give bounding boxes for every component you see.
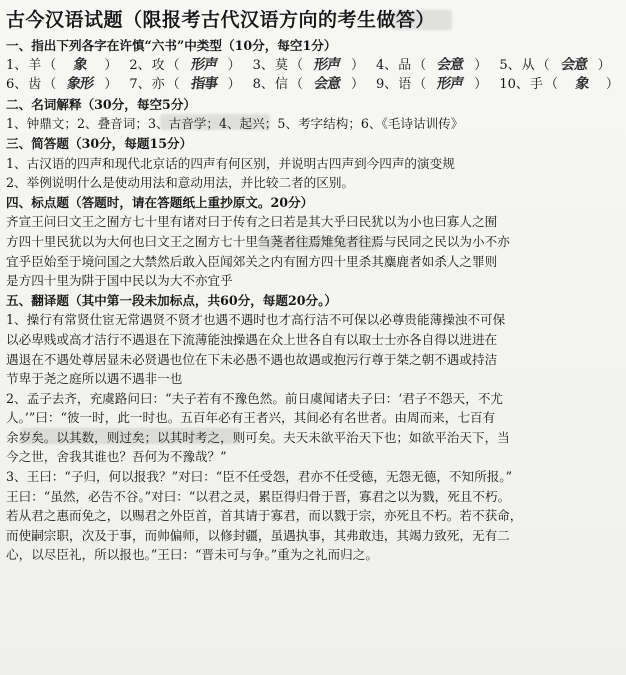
liushu-item bbox=[129, 75, 242, 95]
section4-text-line: 宜乎臣始至于境问国之大禁然后敢入臣闻郊关之内有囿方四十里杀其麋鹿者如杀人之罪则 bbox=[6, 253, 498, 269]
left-paren: （ bbox=[43, 57, 57, 73]
liushu-item bbox=[376, 75, 489, 95]
item-number: 4、 bbox=[375, 57, 398, 73]
item-number: 5、 bbox=[499, 57, 521, 73]
section5-p2-line: 2、孟子去齐，充虞路问曰：“夫子若有不豫色然。前日虞闻诸夫子曰：‘君子不怨天，不尤 bbox=[6, 390, 504, 406]
section5-p3-line: 王曰：“虽然，必告不谷。”对曰：“以君之灵，累臣得归骨于晋，寡君之以为戮，死且不朽。 bbox=[6, 488, 511, 504]
left-paren: （ bbox=[544, 77, 558, 93]
handwritten-answer: 形声 bbox=[189, 56, 218, 73]
handwritten-answer: 会意 bbox=[312, 76, 342, 93]
section5-p3-line: 若从君之惠而免之，以赐君之外臣首，首其请于寡君，而以戮于宗，亦死且不朽。若不获命， bbox=[6, 508, 523, 524]
section2-heading: 二、名词解释（30分，每空5分） bbox=[6, 96, 197, 112]
handwritten-answer: 象 bbox=[72, 56, 89, 73]
scan-smudge bbox=[392, 10, 452, 30]
item-number: 1、 bbox=[6, 57, 28, 73]
item-character: 羊 bbox=[28, 57, 42, 73]
section5-p1-line: 1、操行有常贤仕宦无常遇贤不贤才也遇不遇时也才高行洁不可保以必尊贵能薄操浊不可保 bbox=[6, 312, 506, 328]
item-character: 从 bbox=[521, 57, 535, 73]
section3-question-2: 2、举例说明什么是使动用法和意动用法，并比较二者的区别。 bbox=[6, 175, 355, 191]
liushu-item bbox=[253, 75, 366, 95]
item-number: 3、 bbox=[252, 57, 274, 73]
item-character: 手 bbox=[529, 77, 543, 93]
handwritten-answer: 会意 bbox=[559, 56, 588, 73]
section5-heading: 五、翻译题（其中第一段未加标点，共60分，每题20分。） bbox=[6, 292, 338, 308]
section1-row-2 bbox=[6, 75, 619, 95]
handwritten-answer: 形声 bbox=[312, 56, 342, 73]
item-number: 8、 bbox=[252, 77, 274, 93]
section5-p2-line: 余岁矣。以其数，则过矣；以其时考之，则可矣。夫天未欲平治天下也；如欲平治天下，当 bbox=[6, 429, 510, 445]
section3-heading: 三、简答题（30分，每题15分） bbox=[6, 135, 193, 151]
left-paren: （ bbox=[166, 77, 180, 93]
handwritten-answer: 形声 bbox=[436, 76, 465, 93]
section4-text-line: 方四十里民犹以为大何也曰文王之囿方七十里刍荛者往焉雉兔者往焉与民同之民以为小不亦 bbox=[6, 233, 510, 249]
right-paren: ） bbox=[597, 57, 611, 73]
liushu-item bbox=[499, 56, 612, 76]
section5-p3-line: 心，以尽臣礼，所以报也。”王曰：“晋未可与争。”重为之礼而归之。 bbox=[6, 547, 378, 563]
left-paren: （ bbox=[413, 57, 427, 73]
section2-terms: 1、钟鼎文；2、叠音词；3、古音学；4、起兴；5、考字结构；6、《毛诗诂训传》 bbox=[6, 116, 464, 132]
section5-p2-line: 人。’”曰：“彼一时，此一时也。五百年必有王者兴，其间必有名世者。由周而来，七百有 bbox=[6, 410, 496, 426]
liushu-item bbox=[129, 56, 242, 76]
section5-p1-line: 遇退在不遇处尊居显未必贤遇也位在下未必愚不遇也故遇或抱污行尊于桀之朝不遇或持洁 bbox=[6, 351, 498, 367]
left-paren: （ bbox=[166, 57, 180, 73]
right-paren: ） bbox=[474, 57, 488, 73]
section5-p3-line: 3、王曰：“子归，何以报我？”对曰：“臣不任受怨，君亦不任受德，无怨无德，不知所报。” bbox=[6, 469, 513, 485]
right-paren: ） bbox=[227, 77, 241, 93]
left-paren: （ bbox=[536, 57, 550, 73]
item-character: 语 bbox=[398, 77, 412, 93]
right-paren: ） bbox=[350, 77, 364, 93]
liushu-item bbox=[499, 75, 621, 95]
item-character: 齿 bbox=[28, 77, 42, 93]
left-paren: （ bbox=[413, 77, 427, 93]
section4-text-line: 齐宣王问曰文王之囿方七十里有诸对曰于传有之曰若是其大乎曰民犹以为小也曰寡人之囿 bbox=[6, 214, 498, 230]
left-paren: （ bbox=[289, 57, 303, 73]
item-number: 9、 bbox=[375, 77, 398, 93]
right-paren: ） bbox=[605, 77, 619, 93]
section5-p1-line: 以必卑贱或高才洁行不遇退在下流薄能浊操遇在众上世各自有以取士士亦各自得以进进在 bbox=[6, 331, 498, 347]
handwritten-answer: 指事 bbox=[189, 76, 218, 93]
right-paren: ） bbox=[474, 77, 488, 93]
liushu-item bbox=[6, 75, 119, 95]
section5-p3-line: 而使嗣宗职，次及于事，而帅偏师，以修封疆，虽遇执事，其弗敢违，其竭力致死，无有二 bbox=[6, 527, 510, 543]
liushu-item bbox=[6, 56, 119, 76]
section1-heading: 一、指出下列各字在许慎“六书”中类型（10分，每空1分） bbox=[6, 38, 337, 53]
scan-smudge bbox=[160, 114, 270, 130]
item-number: 10、 bbox=[499, 77, 529, 93]
handwritten-answer: 会意 bbox=[436, 56, 465, 73]
handwritten-answer: 象形 bbox=[66, 76, 95, 93]
item-character: 莫 bbox=[274, 57, 288, 73]
right-paren: ） bbox=[104, 57, 118, 73]
section4-text-line: 是方四十里为阱于国中民以为大不亦宜乎 bbox=[6, 273, 233, 289]
left-paren: （ bbox=[43, 77, 57, 93]
section5-p1-line: 节卑于尧之庭所以遇不遇非一也 bbox=[6, 371, 183, 387]
exam-title: 古今汉语试题（限报考古代汉语方向的考生做答） bbox=[6, 9, 436, 31]
liushu-item bbox=[253, 56, 366, 76]
section4-heading: 四、标点题（答题时，请在答题纸上重抄原文。20分） bbox=[6, 194, 314, 210]
left-paren: （ bbox=[289, 77, 303, 93]
section5-p2-line: 今之世，舍我其谁也？吾何为不豫哉？” bbox=[6, 449, 227, 465]
right-paren: ） bbox=[350, 57, 364, 73]
section3-question-1: 1、古汉语的四声和现代北京话的四声有何区别，并说明古四声到今四声的演变规 bbox=[6, 155, 455, 171]
item-character: 亦 bbox=[151, 77, 165, 93]
right-paren: ） bbox=[227, 57, 241, 73]
item-number: 7、 bbox=[129, 77, 151, 93]
item-character: 信 bbox=[274, 77, 288, 93]
right-paren: ） bbox=[104, 77, 118, 93]
item-character: 品 bbox=[398, 57, 412, 73]
handwritten-answer: 象 bbox=[574, 76, 590, 93]
scan-smudge bbox=[20, 428, 240, 444]
item-number: 6、 bbox=[6, 77, 28, 93]
liushu-item bbox=[376, 56, 489, 76]
item-character: 攻 bbox=[151, 57, 165, 73]
section1-row-1 bbox=[6, 56, 616, 76]
item-number: 2、 bbox=[129, 57, 151, 73]
scan-smudge bbox=[258, 236, 378, 250]
